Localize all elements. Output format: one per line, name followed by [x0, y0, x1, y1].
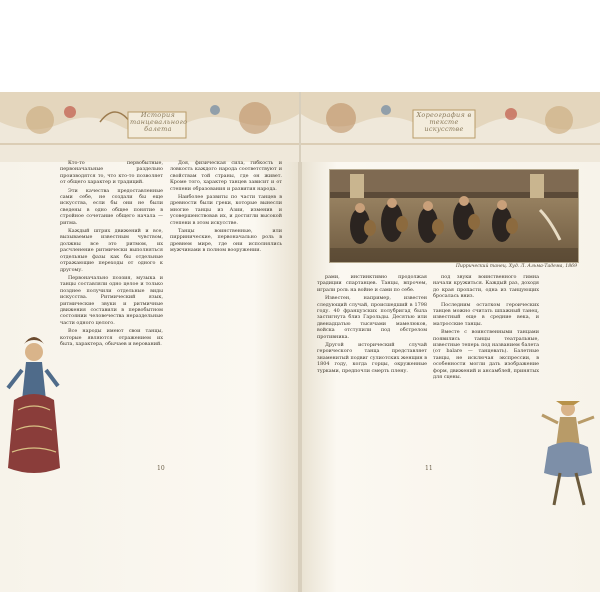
- baroque-costume-figure-right: [540, 395, 598, 510]
- painting-image: [330, 170, 578, 262]
- left-page-column-1: [60, 160, 163, 460]
- paragraph: Наиболее развиты по части танцев в древности были греки, которые вынесли многие танцы из Азии, изменив и усовершенствовав их, и достигли высокой степени в этом искусстве.: [170, 194, 282, 226]
- paragraph: Последним остатком героических танцев можно считать шпажный танец, известный еще в средние века, и матросские танцы.: [433, 301, 539, 327]
- baroque-costume-figure-left: [2, 330, 64, 480]
- paragraph: под звуки воинственного гимна начали кружиться. Каждый раз, доходя до края пропасти, одна из танцующих бросалась вниз.: [433, 274, 539, 300]
- paragraph: Другой исторический случай героического танца представляет знаменитый подвиг сулиотских женщин в 1804 году, когда горцы, окруженные турками, предпочли смерть плену.: [317, 342, 427, 374]
- paragraph: рами, инстинктивно продолжая традиции спартанцев. Танцы, впрочем, играли роль на войне и сами по себе.: [317, 274, 427, 293]
- paragraph: Танцы воинственные, или пирринические, первоначально роль в древнем мире, где они исполнялись мужчинами в полном вооружении.: [170, 228, 282, 254]
- pyrrhic-dance-painting: [329, 169, 579, 263]
- paragraph: Кто-то первобытные, первоначальные раздельно производятся то, что кто-то позволяет от общего характер и традиций.: [60, 160, 163, 186]
- paragraph: Доя, физическая сила, гибкость и ловкость каждого народа соответствуют и свойствам той страны, где он живет. Кроме того, характер танцев зависит и от степени образования и развития народа.: [170, 160, 282, 192]
- book-gutter: [298, 92, 302, 592]
- right-running-header: Хореография в тексте искусстве: [416, 111, 472, 133]
- paragraph: Эти качества предоставленные сами себе, не создали бы еще искусства, если бы они не были сведены в одно общее понятие в стройное сочетание общего начала — ритма.: [60, 187, 163, 226]
- paragraph: Первоначально поэзия, музыка и танцы составляли одно целое и только позднее получили отдельные виды искусства. Ритмический язык, ритмические звуки и ритмичные движения составили в первобытном состоянии человечества нераздельные части одного целого.: [60, 274, 163, 326]
- left-running-header: История танцевального балета: [130, 111, 188, 133]
- paragraph: Вместе с воинственными танцами появились танцы театральные, известные теперь под названием балета (от balare — танцевать). Балетные танцы, не исключая экспрессии, в особенности могли дать изображение форм, движений и ансамблей, принятых для сцены.: [433, 329, 539, 381]
- right-page-column-2: [433, 274, 539, 464]
- right-page-number: 11: [425, 465, 433, 472]
- paragraph: Известен, например, известен следующий случай, происшедший в 1798 году. 40 французских полубригад была застигнута близ Гарольды. Десятью или двенадцатью тысячами мамелюков, войска отступили под обстрелом противника.: [317, 295, 427, 340]
- painting-caption: Пиррический танец. Худ. Л. Альма-Тадема, 1869: [455, 264, 577, 269]
- left-page-number: 10: [157, 465, 165, 472]
- paragraph: Каждый штрих движений и все, вызываемые известным чувством, должны все это ритмом, их расчленение ритмически выполняться отдельные фазы как бы отдельные отражающие переходы от одного к другому.: [60, 228, 163, 273]
- left-page-column-2: [170, 160, 282, 460]
- right-page-column-1: [317, 274, 427, 464]
- paragraph: Все народы имеют свои танцы, которые являются отражением их быта, характера, обычаев и верований.: [60, 328, 163, 347]
